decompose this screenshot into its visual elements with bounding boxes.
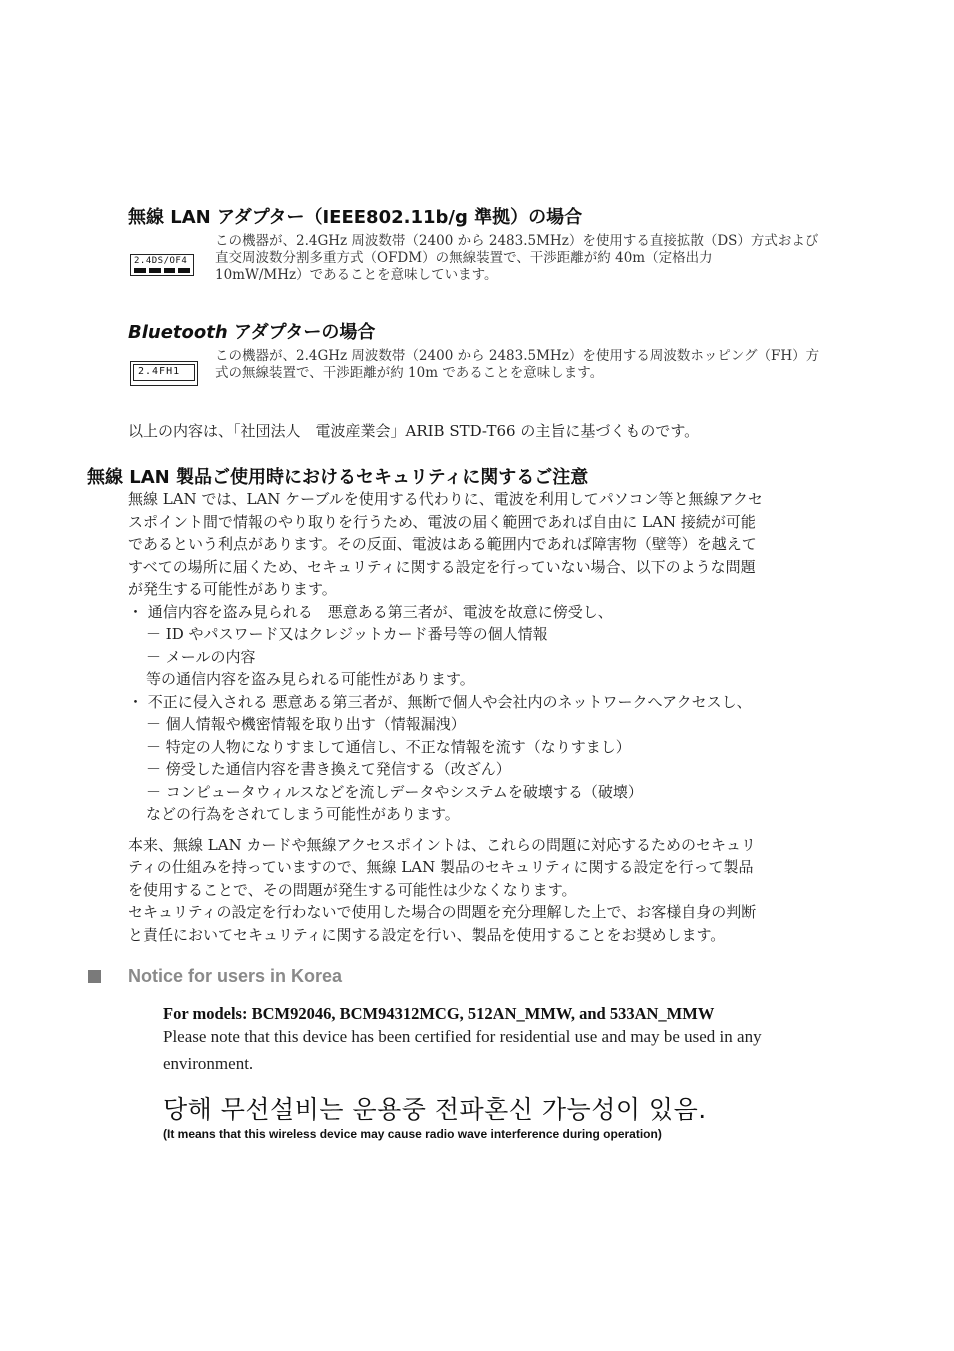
security-intro-line: であるという利点があります。その反面、電波はある範囲内であれば障害物（壁等）を越えて (128, 535, 757, 553)
security-closing-line: と責任においてセキュリティに関する設定を行い、製品を使用することをお奨めします。 (128, 925, 726, 944)
wlan-text-line: 10mW/MHz）であることを意味しています。 (215, 267, 498, 283)
bluetooth-mark-label: 2.4FH1 (133, 364, 195, 381)
korean-warning: 당해 무선설비는 운용중 전파혼신 가능성이 있음. (163, 1095, 707, 1124)
wlan-certification-mark (130, 254, 194, 276)
korea-models-line: For models: BCM92046, BCM94312MCG, 512AN_MMW, and 533AN_MMW (163, 1004, 715, 1023)
bluetooth-heading-italic: Bluetooth (128, 322, 228, 343)
security-bullet-tail: 等の通信内容を盗み見られる可能性があります。 (146, 670, 475, 688)
security-closing-line: を使用することで、その問題が発生する可能性は少なくなります。 (128, 880, 577, 899)
square-bullet-icon (88, 970, 101, 983)
wlan-adapter-text (215, 233, 818, 284)
security-subitem: － ID やパスワード又はクレジットカード番号等の個人情報 (146, 625, 548, 643)
wlan-adapter-heading: 無線 LAN アダプター（IEEE802.11b/g 準拠）の場合 (128, 207, 583, 228)
bluetooth-text-line: この機器が、2.4GHz 周波数帯（2400 から 2483.5MHz）を使用する周波数ホッピング（FH）方 (215, 348, 820, 364)
korea-body-line: Please note that this device has been certified for residential use and may be used in any (163, 1027, 762, 1046)
security-intro-line: が発生する可能性があります。 (128, 580, 337, 598)
bluetooth-adapter-heading (128, 318, 375, 344)
security-closing-line: セキュリティの設定を行わないで使用した場合の問題を充分理解した上で、お客様自身の判断 (128, 903, 757, 921)
security-subitem: － 特定の人物になりすまして通信し、不正な情報を流す（なりすまし） (146, 737, 631, 756)
security-intro-line: 無線 LAN では、LAN ケーブルを使用する代わりに、電波を利用してパソコン等と無線アクセ (128, 490, 764, 508)
security-subitem: － 傍受した通信内容を書き換えて発信する（改ざん） (146, 760, 511, 778)
bluetooth-adapter-text (215, 348, 819, 382)
security-heading: 無線 LAN 製品ご使用時におけるセキュリティに関するご注意 (87, 467, 589, 488)
bluetooth-text-line: 式の無線装置で、干渉距離が約 10m であることを意味します。 (215, 365, 604, 381)
security-subitem: － コンピュータウィルスなどを流しデータやシステムを破壊する（破壊） (146, 782, 643, 801)
arib-note: 以上の内容は、「社団法人 電波産業会」ARIB STD-T66 の主旨に基づくものです。 (128, 422, 700, 440)
bluetooth-certification-mark (130, 361, 198, 386)
security-intro-line: すべての場所に届くため、セキュリティに関する設定を行っていない場合、以下のような問題 (128, 557, 756, 576)
security-bullet-eavesdrop: ・ 通信内容を盗み見られる 悪意ある第三者が、電波を故意に傍受し、 (128, 602, 613, 621)
korean-warning-translation: (It means that this wireless device may cause radio wave interference during operation) (163, 1127, 662, 1141)
security-intro-line: スポイント間で情報のやり取りを行うため、電波の届く範囲であれば自由に LAN 接続が可能 (128, 512, 756, 531)
korea-notice-heading: Notice for users in Korea (128, 966, 343, 986)
security-bullet-tail: などの行為をされてしまう可能性があります。 (146, 805, 460, 823)
korea-notice-body (163, 1023, 762, 1077)
wlan-text-line: この機器が、2.4GHz 周波数帯（2400 から 2483.5MHz）を使用する直接拡散（DS）方式および (215, 233, 819, 249)
security-subitem: － メールの内容 (146, 647, 256, 666)
security-bullet-intrusion: ・ 不正に侵入される 悪意ある第三者が、無断で個人や会社内のネットワークへアクセスし、 (128, 692, 752, 711)
security-body (128, 488, 763, 946)
security-subitem: － 個人情報や機密情報を取り出す（情報漏洩） (146, 715, 466, 733)
wlan-text-line: 直交周波数分割多重方式（OFDM）の無線装置で、干渉距離が約 40m（定格出力 (215, 250, 713, 266)
wlan-mark-bars (134, 268, 190, 273)
wlan-mark-label: 2.4DS/OF4 (134, 256, 188, 266)
korea-body-line: environment. (163, 1054, 254, 1073)
security-closing-line: ティの仕組みを持っていますので、無線 LAN 製品のセキュリティに関する設定を行って製品 (128, 858, 754, 876)
bluetooth-heading-rest: アダプターの場合 (227, 322, 376, 343)
security-closing-line: 本来、無線 LAN カードや無線アクセスポイントは、これらの問題に対応するためのセキュリ (128, 835, 757, 854)
